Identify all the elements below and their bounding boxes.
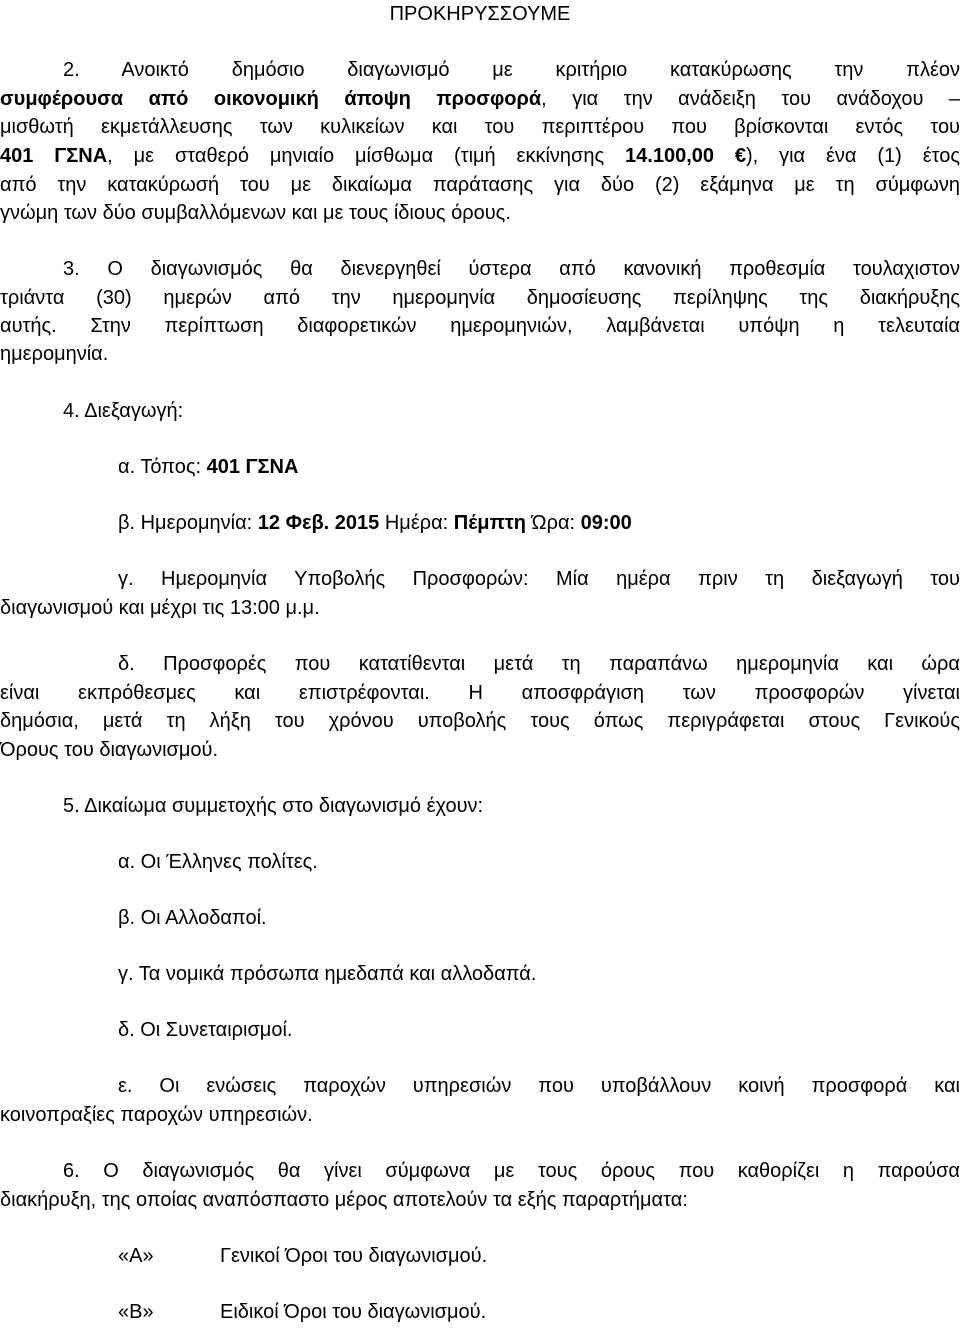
section-4-title: 4. Διεξαγωγή: bbox=[63, 400, 184, 422]
section-2-line-2: συμφέρουσα από οικονομική άποψη προσφορά, για την ανάδειξη του ανάδοχου – bbox=[0, 88, 960, 110]
document-heading: ΠΡΟΚΗΡΥΣΣΟΥΜΕ bbox=[389, 3, 571, 25]
section-3-line-2: τριάντα (30) ημερών από την ημερομηνία δημοσίευσης περίληψης της διακήρυξης bbox=[0, 287, 960, 309]
section-6-line-1: 6. Ο διαγωνισμός θα γίνει σύμφωνα με τους όρους που καθορίζει η παρούσα bbox=[63, 1160, 960, 1182]
section-2-line-3: μισθωτή εκμετάλλευσης των κυλικείων και του περιπτέρου που βρίσκονται εντός του bbox=[0, 116, 960, 138]
section-4-c-line-1: γ. Ημερομηνία Υποβολής Προσφορών: Μία ημέρα πριν τη διεξαγωγή του bbox=[118, 568, 960, 590]
section-4-a: α. Τόπος: 401 ΓΣΝΑ bbox=[118, 456, 299, 478]
section-2-line-6: γνώμη των δύο συμβαλλόμενων και με τους ίδιους όρους. bbox=[0, 202, 511, 224]
section-3-line-3: αυτής. Στην περίπτωση διαφορετικών ημερομηνιών, λαμβάνεται υπόψη η τελευταία bbox=[0, 315, 960, 337]
section-4-b: β. Ημερομηνία: 12 Φεβ. 2015 Ημέρα: Πέμπτη Ώρα: 09:00 bbox=[118, 512, 632, 534]
annex-b-label: «Β» bbox=[118, 1301, 154, 1323]
section-4-d-line-4: Όρους του διαγωνισμού. bbox=[0, 739, 219, 761]
section-2-line-4: 401 ΓΣΝΑ, με σταθερό μηνιαίο μίσθωμα (τιμή εκκίνησης 14.100,00 €), για ένα (1) έτος bbox=[0, 145, 960, 167]
section-5-e-line-2: κοινοπραξίες παροχών υπηρεσιών. bbox=[0, 1104, 313, 1126]
annex-a-label: «Α» bbox=[118, 1245, 154, 1267]
annex-a-text: Γενικοί Όροι του διαγωνισμού. bbox=[220, 1245, 488, 1267]
section-5-b: β. Οι Αλλοδαποί. bbox=[118, 907, 267, 929]
section-4-d-line-1: δ. Προσφορές που κατατίθενται μετά τη παραπάνω ημερομηνία και ώρα bbox=[118, 653, 960, 675]
section-5-c: γ. Τα νομικά πρόσωπα ημεδαπά και αλλοδαπά. bbox=[118, 963, 537, 985]
section-5-d: δ. Οι Συνεταιρισμοί. bbox=[118, 1019, 293, 1041]
section-5-title: 5. Δικαίωμα συμμετοχής στο διαγωνισμό έχουν: bbox=[63, 795, 484, 817]
section-6-line-2: διακήρυξη, της οποίας αναπόσπαστο μέρος αποτελούν τα εξής παραρτήματα: bbox=[0, 1189, 688, 1211]
section-5-a: α. Οι Έλληνες πολίτες. bbox=[118, 851, 318, 873]
section-4-c-line-2: διαγωνισμού και μέχρι τις 13:00 μ.μ. bbox=[0, 597, 320, 619]
section-3-line-1: 3. Ο διαγωνισμός θα διενεργηθεί ύστερα από κανονική προθεσμία τουλαχιστον bbox=[63, 258, 960, 280]
section-2-line-5: από την κατακύρωσή του με δικαίωμα παράτασης για δύο (2) εξάμηνα με τη σύμφωνη bbox=[0, 174, 960, 196]
section-5-e-line-1: ε. Οι ενώσεις παροχών υπηρεσιών που υποβάλλουν κοινή προσφορά και bbox=[118, 1075, 960, 1097]
section-4-d-line-2: είναι εκπρόθεσμες και επιστρέφονται. Η αποσφράγιση των προσφορών γίνεται bbox=[0, 682, 960, 704]
section-4-d-line-3: δημόσια, μετά τη λήξη του χρόνου υποβολής τους όπως περιγράφεται στους Γενικούς bbox=[0, 710, 960, 732]
annex-b-text: Ειδικοί Όροι του διαγωνισμού. bbox=[220, 1301, 487, 1323]
section-3-line-4: ημερομηνία. bbox=[0, 343, 109, 365]
section-2-line-1: 2. Ανοικτό δημόσιο διαγωνισμό με κριτήριο κατακύρωσης την πλέον bbox=[63, 59, 960, 81]
